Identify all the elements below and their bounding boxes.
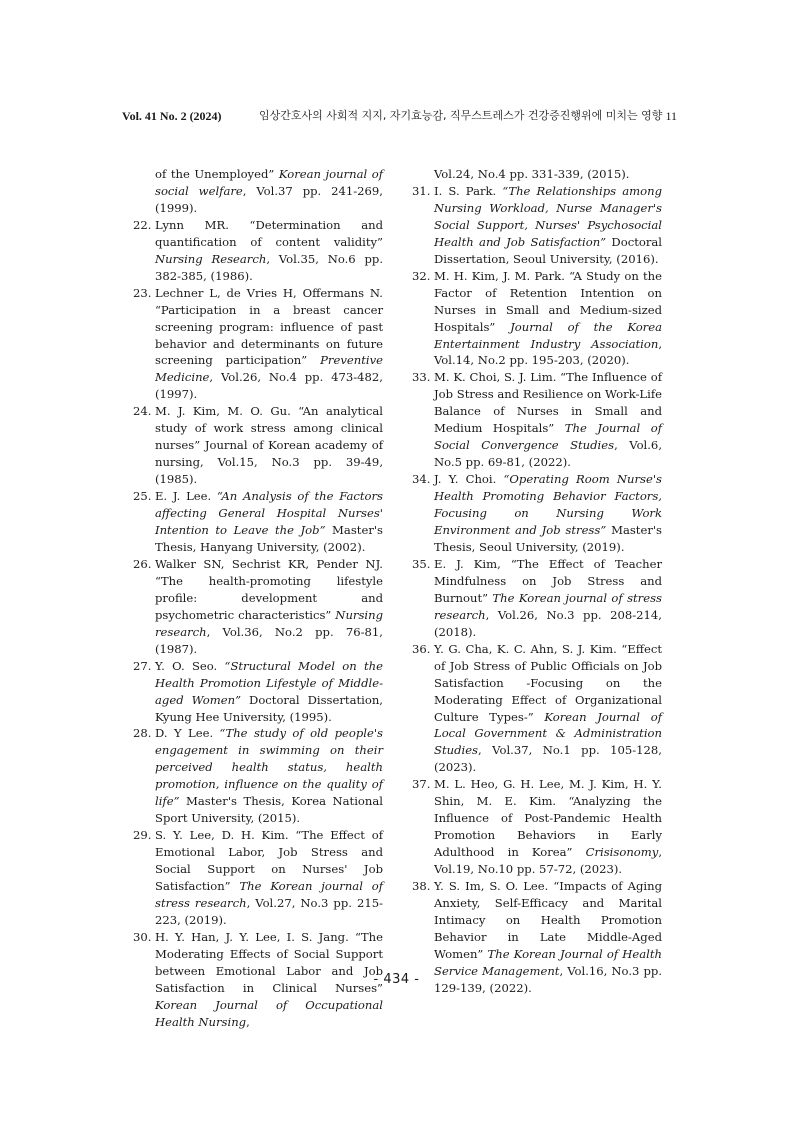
reference-text: , Vol.36, No.2 pp. 76-81, (1987). xyxy=(155,624,383,656)
reference-text: Master's Thesis, Korea National Sport University, (2015). xyxy=(155,794,383,826)
reference-text: , Vol.35, No.6 pp. 382-385, (1986). xyxy=(155,251,383,283)
reference-italic-title: Crisisonomy xyxy=(585,845,659,860)
reference-text: Doctoral Dissertation, Seoul University, (2016). xyxy=(434,234,662,266)
reference-number: 23. xyxy=(133,285,152,300)
reference-number: 36. xyxy=(412,641,431,656)
reference-text: Vol.24, No.4 pp. 331-339, (2015). xyxy=(434,167,630,181)
reference-number: 29. xyxy=(133,828,152,843)
reference-text: H. Y. Han, J. Y. Lee, I. S. Jang. “The Moderating Effects of Social Support between Emotional Labor and Job Satisfaction in Clinical Nurses” xyxy=(155,929,383,995)
reference-text: M. H. Kim, J. M. Park. “A Study on the Factor of Retention Intention on Nurses in Small and Medium-sized Hospitals” xyxy=(434,268,662,334)
journal-volume: Vol. 41 No. 2 (2024) xyxy=(122,109,222,123)
reference-item xyxy=(412,556,662,641)
reference-item xyxy=(133,166,383,217)
reference-text: D. Y Lee. xyxy=(155,726,220,741)
reference-text: , Vol.37 pp. 241-269, (1999). xyxy=(155,183,383,215)
reference-number: 33. xyxy=(412,370,431,385)
reference-text: M. L. Heo, G. H. Lee, M. J. Kim, H. Y. Shin, M. E. Kim. “Analyzing the Influence of Post-Pandemic Health Promotion Behaviors in Early Adulthood in Korea” xyxy=(434,777,662,860)
reference-italic-title: Nursing research xyxy=(155,607,383,639)
reference-text: Doctoral Dissertation, Kyung Hee University, (1995). xyxy=(155,692,383,724)
references-left-column xyxy=(133,166,383,1031)
reference-number: 32. xyxy=(412,268,431,283)
reference-text: , Vol.27, No.3 pp. 215-223, (2019). xyxy=(155,895,383,927)
reference-italic-title: The Journal of Social Convergence Studies xyxy=(434,421,662,453)
reference-italic-title: Korean Journal of Occupational Health Nursing xyxy=(155,997,383,1029)
reference-text: E. J. Lee. xyxy=(155,489,217,504)
reference-text: , Vol.26, No.3 pp. 208-214, (2018). xyxy=(434,607,662,639)
reference-text: , xyxy=(246,1014,250,1029)
reference-item xyxy=(412,268,662,370)
reference-text: Master's Thesis, Hanyang University, (2002). xyxy=(155,523,383,554)
reference-number: 25. xyxy=(133,489,152,504)
reference-text: , Vol.16, No.3 pp. 129-139, (2022). xyxy=(434,963,662,995)
reference-text: Lechner L, de Vries H, Offermans N. “Participation in a breast cancer screening program: influence of past behavior and determinants on future screening participation” xyxy=(155,285,383,368)
reference-number: 35. xyxy=(412,556,431,571)
reference-italic-title: The Korean Journal of Health Service Management xyxy=(434,946,662,978)
reference-item xyxy=(133,217,383,285)
reference-text: E. J. Kim, “The Effect of Teacher Mindfulness on Job Stress and Burnout” xyxy=(434,556,662,605)
article-title: 임상간호사의 사회적 지지, 자기효능감, 직무스트레스가 건강증진행위에 미치는 영향 xyxy=(259,109,663,122)
reference-text: J. Y. Choi. xyxy=(434,472,504,487)
reference-text: , Vol.19, No.10 pp. 57-72, (2023). xyxy=(434,845,662,877)
reference-item xyxy=(412,183,662,268)
reference-number: 28. xyxy=(133,726,152,741)
reference-italic-title: “Structural Model on the Health Promotion Lifestyle of Middle-aged Women” xyxy=(155,658,383,707)
reference-number: 26. xyxy=(133,556,152,571)
reference-number: 38. xyxy=(412,879,431,894)
reference-text: , Vol.37, No.1 pp. 105-128, (2023). xyxy=(434,743,662,775)
reference-item xyxy=(133,403,383,488)
reference-item xyxy=(412,641,662,777)
reference-number: 22. xyxy=(133,217,152,232)
reference-number: 27. xyxy=(133,658,152,673)
reference-italic-title: Korean journal of social welfare xyxy=(155,167,383,198)
reference-item xyxy=(133,827,383,929)
reference-item xyxy=(133,725,383,827)
reference-text: of the Unemployed” xyxy=(155,167,279,181)
reference-item xyxy=(412,776,662,878)
reference-text: Walker SN, Sechrist KR, Pender NJ. “The health-promoting lifestyle profile: development and psychometric characteristics” xyxy=(155,556,383,622)
journal-page-number: 11 xyxy=(665,109,677,123)
reference-italic-title: “Operating Room Nurse's Health Promoting Behavior Factors, Focusing on Nursing Work Environment and Job stress” xyxy=(434,472,662,538)
reference-text: Master's Thesis, Seoul University, (2019). xyxy=(434,523,663,554)
reference-italic-title: “The study of old people's engagement in swimming on their perceived health status, health promotion, influence on the quality of life” xyxy=(155,726,383,809)
reference-item xyxy=(133,556,383,658)
reference-number: 37. xyxy=(412,777,431,792)
reference-item xyxy=(133,285,383,404)
reference-italic-title: Korean Journal of Local Government & Administration Studies xyxy=(434,709,663,758)
reference-text: M. K. Choi, S. J. Lim. “The Influence of Job Stress and Resilience on Work-Life Balance of Nurses in Small and Medium Hospitals” xyxy=(434,370,662,436)
reference-number: 30. xyxy=(133,929,152,944)
reference-number: 34. xyxy=(412,472,431,487)
reference-text: Y. O. Seo. xyxy=(155,658,225,673)
reference-italic-title: The Korean journal of stress research xyxy=(434,590,662,622)
reference-italic-title: Nursing Research xyxy=(155,251,267,266)
reference-text: , Vol.26, No.4 pp. 473-482, (1997). xyxy=(155,370,383,402)
reference-text: I. S. Park. xyxy=(434,183,503,198)
reference-italic-title: “An Analysis of the Factors affecting General Hospital Nurses' Intention to Leave the Job” xyxy=(155,489,384,538)
reference-text: S. Y. Lee, D. H. Kim. “The Effect of Emotional Labor, Job Stress and Social Support on Nurses' Job Satisfaction” xyxy=(155,828,383,894)
reference-item xyxy=(133,488,383,556)
page-footer-number: - 434 - xyxy=(373,972,420,987)
reference-item xyxy=(412,369,662,471)
reference-item xyxy=(133,658,383,726)
references-right-column xyxy=(412,166,662,997)
reference-number: 24. xyxy=(133,404,152,419)
reference-number: 31. xyxy=(412,183,431,198)
reference-text: Y. G. Cha, K. C. Ahn, S. J. Kim. “Effect of Job Stress of Public Officials on Job Satisfaction -Focusing on the Moderating Effect of Organizational Culture Types-” xyxy=(434,641,662,724)
reference-text: Lynn MR. “Determination and quantification of content validity” xyxy=(155,217,383,249)
reference-text: , Vol.14, No.2 pp. 195-203, (2020). xyxy=(434,336,662,368)
reference-item xyxy=(412,166,662,183)
reference-italic-title: The Korean journal of stress research xyxy=(155,879,384,910)
reference-text: M. J. Kim, M. O. Gu. “An analytical study of work stress among clinical nurses” Journal of Korean academy of nursing, Vol.15, No.3 pp. 39-49, (1985). xyxy=(155,404,383,487)
reference-text: , Vol.6, No.5 pp. 69-81, (2022). xyxy=(434,438,662,470)
reference-italic-title: Journal of the Korea Entertainment Industry Association xyxy=(434,319,662,351)
reference-text: Y. S. Im, S. O. Lee. “Impacts of Aging Anxiety, Self-Efficacy and Marital Intimacy on Health Promotion Behavior in Late Middle-Aged Women” xyxy=(434,879,662,961)
reference-italic-title: Preventive Medicine xyxy=(155,353,383,385)
reference-italic-title: “The Relationships among Nursing Workload, Nurse Manager's Social Support, Nurses' Psychosocial Health and Job Satisfaction” xyxy=(434,183,663,249)
reference-item xyxy=(412,471,662,556)
